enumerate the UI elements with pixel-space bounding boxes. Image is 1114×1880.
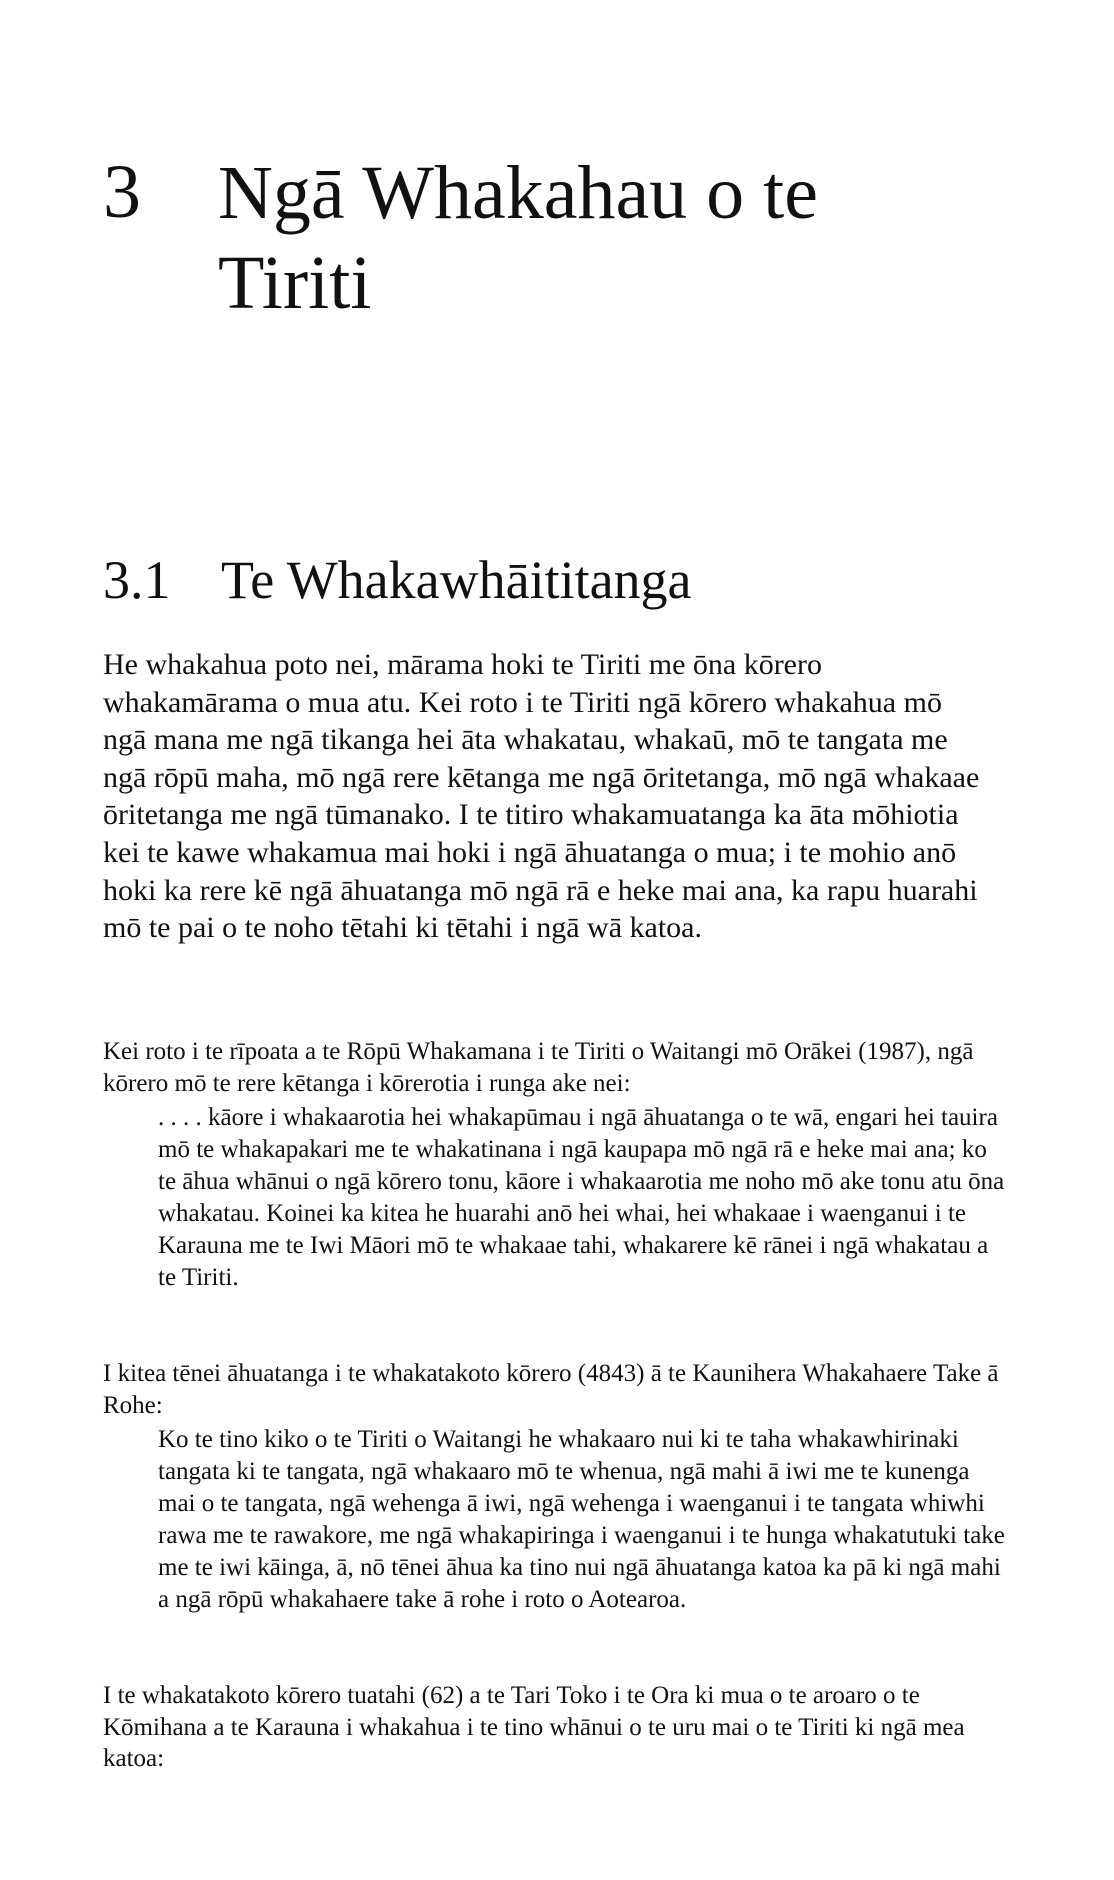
council-block-quote: Ko te tino kiko o te Tiriti o Waitangi he whakaaro nui ki te taha whakawhirinaki tangata ki te tangata, ngā whakaaro mō te whenua, ngā mahi ā iwi me te kunenga mai o te tangata, ngā wehenga ā iwi, ngā wehenga i waenganui i te tangata whiwhi rawa me te rawakore, me ngā whakapiringa i waenganui i te hunga whakatutuki take me te iwi kāinga, ā, nō tēnei āhua ka tino nui ngā āhuatanga katoa ka pā ki ngā mahi a ngā rōpū whakahaere take ā rohe i roto o Aotearoa. [158,1426,1005,1613]
intro-paragraph: He whakahua poto nei, mārama hoki te Tiriti me ōna kōrero whakamārama o mua atu. Kei roto i te Tiriti ngā kōrero whakahua mō ngā mana me ngā tikanga hei āta whakatau, whakaū, mō te tangata me ngā rōpū maha, mō ngā rere kētanga me ngā ōritetanga, mō ngā whakaae ōritetanga me ngā tūmanako. I te titiro whakamuatanga ka āta mōhiotia kei te kawe whakamua mai hoki i ngā āhuatanga o mua; i te mohio anō hoki ka rere kē ngā āhuatanga mō ngā rā e heke mai ana, ka rapu huarahi mō te pai o te noho tētahi ki tētahi i ngā wā katoa. [103,648,980,945]
council-intro-paragraph: I kitea tēnei āhuatanga i te whakatakoto kōrero (4843) ā te Kaunihera Whakahaere Take ā Rohe: [103,1360,999,1419]
section-number: 3.1 [103,550,171,610]
section-title: Te Whakawhāititanga [221,550,692,610]
chapter-title: Ngā Whakahau o te Tiriti [218,151,819,325]
orakei-intro-paragraph: Kei roto i te rīpoata a te Rōpū Whakamana i te Tiriti o Waitangi mō Orākei (1987), ngā kōrero mō te rere kētanga i kōrerotia i runga ake nei: [103,1038,974,1097]
section-heading [103,548,692,612]
health-intro-paragraph: I te whakatakoto kōrero tuatahi (62) a te Tari Toko i te Ora ki mua o te aroaro o te Kōmihana a te Karauna i whakahua i te tino whānui o te uru mai o te Tiriti ki ngā mea katoa: [103,1682,965,1772]
chapter-number: 3 [103,150,141,234]
orakei-block-quote: . . . . kāore i whakaarotia hei whakapūmau i ngā āhuatanga o te wā, engari hei tauira mō te whakapakari me te whakatinana i ngā kaupapa mō ngā rā e heke mai ana; ko te āhua whānui o ngā kōrero tonu, kāore i whakaarotia me noho mō ake tonu atu ōna whakatau. Koinei ka kitea he huarahi anō hei whai, hei whakaae i waenganui i te Karauna me te Iwi Māori mō te whakaae tahi, whakarere kē rānei i ngā whakatau a te Tiriti. [158,1104,1005,1291]
